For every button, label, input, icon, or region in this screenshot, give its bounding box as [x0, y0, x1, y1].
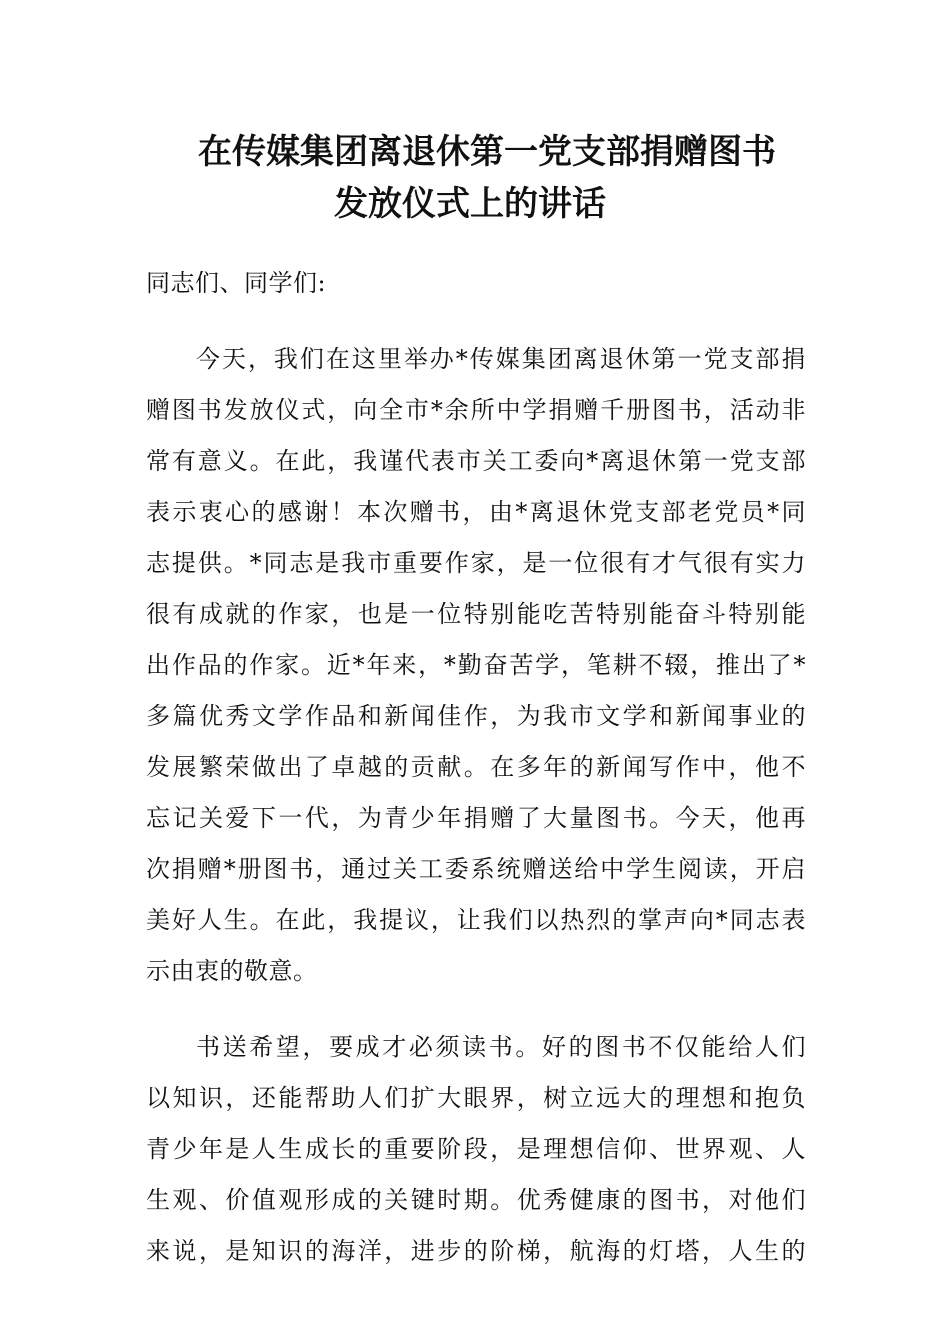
salutation: 同志们、同学们: — [146, 269, 327, 297]
paragraph-line: 赠图书发放仪式，向全市*余所中学捐赠千册图书，活动非 — [146, 396, 806, 424]
title-line-1: 在传媒集团离退休第一党支部捐赠图书 — [198, 132, 776, 172]
paragraph-line: 以知识，还能帮助人们扩大眼界，树立远大的理想和抱负 — [146, 1084, 806, 1112]
paragraph-line: 书送希望，要成才必须读书。好的图书不仅能给人们 — [196, 1033, 806, 1061]
paragraph-line: 今天，我们在这里举办*传媒集团离退休第一党支部捐 — [196, 345, 806, 373]
paragraph-line: 志提供。*同志是我市重要作家，是一位很有才气很有实力 — [146, 549, 806, 577]
document-title — [146, 126, 806, 230]
paragraph-line: 来说，是知识的海洋，进步的阶梯，航海的灯塔，人生的 — [146, 1237, 806, 1265]
paragraph-line: 常有意义。在此，我谨代表市关工委向*离退休第一党支部 — [146, 447, 806, 475]
paragraph-line: 出作品的作家。近*年来，*勤奋苦学，笔耕不辍，推出了* — [146, 651, 806, 679]
paragraph-line: 很有成就的作家，也是一位特别能吃苦特别能奋斗特别能 — [146, 600, 806, 628]
speech-body — [146, 258, 806, 1277]
paragraph-line: 生观、价值观形成的关键时期。优秀健康的图书，对他们 — [146, 1186, 806, 1214]
paragraph-line: 美好人生。在此，我提议，让我们以热烈的掌声向*同志表 — [146, 906, 806, 934]
paragraph-line: 次捐赠*册图书，通过关工委系统赠送给中学生阅读，开启 — [146, 855, 806, 883]
paragraph-line: 青少年是人生成长的重要阶段，是理想信仰、世界观、人 — [146, 1135, 806, 1163]
paragraph-line: 忘记关爱下一代，为青少年捐赠了大量图书。今天，他再 — [146, 804, 806, 832]
paragraph-2 — [146, 1022, 806, 1277]
title-line-2: 发放仪式上的讲话 — [334, 184, 606, 224]
paragraph-line: 多篇优秀文学作品和新闻佳作，为我市文学和新闻事业的 — [146, 702, 806, 730]
paragraph-line: 发展繁荣做出了卓越的贡献。在多年的新闻写作中，他不 — [146, 753, 806, 781]
paragraph-1 — [146, 334, 806, 997]
paragraph-line: 示由衷的敬意。 — [146, 957, 318, 985]
paragraph-line: 表示衷心的感谢！本次赠书，由*离退休党支部老党员*同 — [146, 498, 806, 526]
